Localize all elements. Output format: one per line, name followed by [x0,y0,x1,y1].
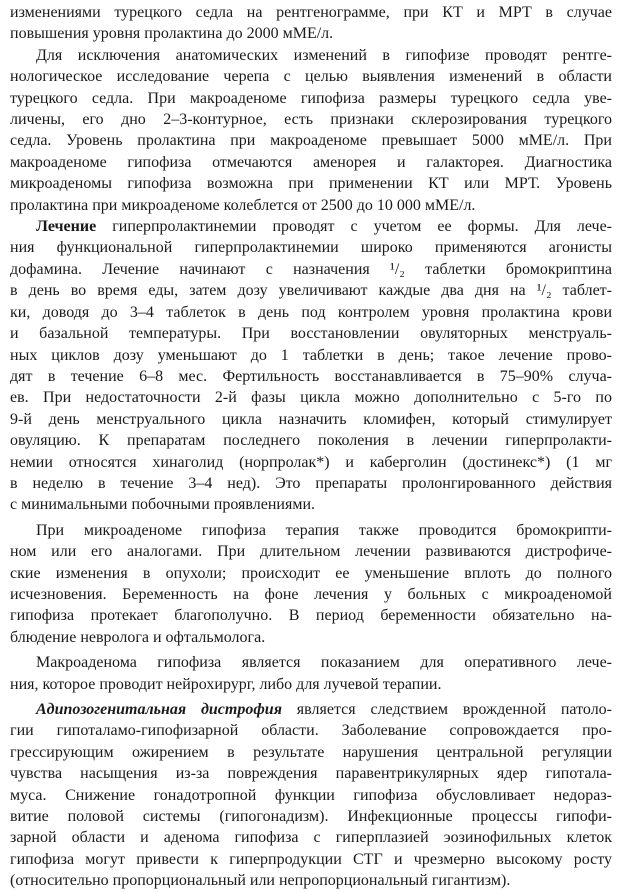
text-line: грессирующим ожирением в результате нарушения центральной регуляции [10,743,612,761]
text-line: муса. Снижение гонадотропной функции гипофиза обусловливает недораз- [10,786,612,804]
text-line: в неделю в течение 3–4 нед). Это препараты пролонгированного действия [10,474,612,492]
text-line: овуляцию. К препаратам последнего поколения в лечении гиперпролакти- [10,432,612,450]
text-line: пролактина при микроаденоме колеблется от 2500 до 10 000 мМЕ/л. [10,196,476,214]
paragraph-macroadenoma [10,652,612,695]
text-line: гии гипоталамо-гипофизарной области. Заболевание сопровождается про- [10,722,612,740]
text-line-with-term [10,699,612,720]
text-line: гипофиза протекает благополучно. В период беременности обязательно на- [10,607,612,625]
text-line: ных циклов дозу уменьшают до 1 таблетки в день; такое лечение прово- [10,346,612,364]
text-line: 9-й день менструального цикла назначить кломифен, который стимулирует [10,410,612,428]
text-line: исчезновения. Беременность на фоне лечения у больных с микроаденомой [10,585,612,603]
text-line: зарной области и аденома гипофиза с гиперплазией эозинофильных клеток [10,829,612,847]
text-line: гипофиза могут привести к гиперпродукции СТГ и чрезмерно высокому росту [10,850,612,868]
paragraph-diagnosis [10,45,612,216]
text-line: макроаденоме гипофиза отмечаются аменорея и галакторея. Диагностика [10,153,612,171]
paragraph-microadenoma-therapy [10,520,612,648]
text-line: ния функциональной гиперпролактинемии широко применяются агонисты [10,239,612,257]
text-line: немии относятся хинаголид (норпролак*) и каберголин (достинекс*) (1 мг [10,453,612,471]
text-line: дят в течение 6–8 мес. Фертильность восстанавливается в 75–90% случа- [10,367,612,385]
text-line: седла. Уровень пролактина при макроаденоме превышает 5000 мМЕ/л. При [10,132,612,150]
paragraph-treatment [10,216,612,516]
text-line: Макроаденома гипофиза является показанием для оперативного лече- [36,654,612,672]
paragraph-adiposogenital-dystrophy [10,699,612,892]
text-line: (относительно пропорциональный или непропорциональный гигантизм). [10,872,511,890]
section-term: Адипозогенитальная дистрофия [36,701,282,718]
text-line: ном или его аналогами. При длительном лечении развиваются дистрофиче- [10,543,612,561]
text-line: нологическое исследование черепа с целью выявления изменений в области [10,68,612,86]
text-line: турецкого седла. При макроаденоме гипофиза размеры турецкого седла уве- [10,89,612,107]
text-line: и базальной температуры. При восстановлении овуляторных менструаль- [10,325,612,343]
text-line: При микроаденоме гипофиза терапия также проводится бромокрипти- [36,521,612,539]
section-term: Лечение [36,218,97,236]
text-line: с минимальными побочными проявлениями. [10,496,316,514]
text-line: ев. При недостаточности 2-й фазы цикла можно дополнительно с 5-го по [10,389,612,407]
text-line: личены, его дно 2–3-контурное, есть признаки склерозирования турецкого [10,111,612,129]
text-line: дофамина. Лечение начинают с назначения ¹/₂ таблетки бромокриптина [10,260,612,278]
text-line: изменениями турецкого седла на рентгенограмме, при КТ и МРТ в случае [10,4,612,21]
text-line: ния, которое проводит нейрохирург, либо для лучевой терапии. [10,675,442,693]
text-line: в день во время еды, затем дозу увеличивают каждые два дня на ¹/₂ таблет- [10,282,612,300]
paragraph-continuation [10,2,612,45]
text-fragment: является следствием врожденной патоло- [281,701,613,718]
text-line: Для исключения анатомических изменений в гипофизе проводят рентге- [36,46,612,64]
text-line: блюдение невролога и офтальмолога. [10,628,266,646]
text-line: повышения уровня пролактина до 2000 мМЕ/л. [10,25,334,43]
text-line: чувства насыщения из-за повреждения паравентрикулярных ядер гипотала- [10,765,612,783]
text-fragment: гиперпролактинемии проводят с учетом ее формы. Для лече- [96,218,612,236]
text-line-with-term [10,216,612,237]
text-line: витие половой системы (гипогонадизм). Инфекционные процессы гипофи- [10,808,612,826]
text-line: микроаденомы гипофиза возможна при применении КТ или МРТ. Уровень [10,175,612,193]
text-line: ские изменения в опухоли; происходит ее уменьшение вплоть до полного [10,564,612,582]
text-line: ки, доводя до 3–4 таблеток в день под контролем уровня пролактина крови [10,303,612,321]
